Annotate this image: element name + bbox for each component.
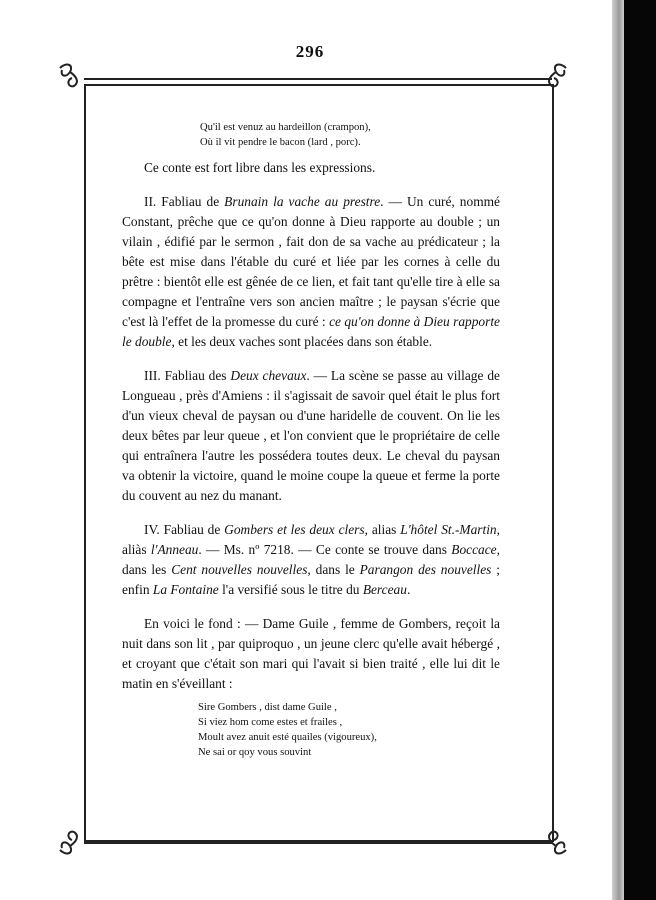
title-italic: Boccace <box>451 542 497 557</box>
page-edge-shadow <box>624 0 656 900</box>
text-run: . — Ms. nº 7218. — Ce conte se trouve dans <box>198 542 452 557</box>
page-body <box>122 118 500 760</box>
verse-line: Sire Gombers , dist dame Guile , <box>198 702 337 713</box>
paragraph-summary: En voici le fond : — Dame Guile , femme de Gombers, reçoit la nuit dans son lit , par quiproquo , un jeune clerc qu'elle avait hébergé , et croyant que c'était son mari qui l'avait si bien traité , elle lui dit le matin en s'éveillant : <box>122 616 500 691</box>
title-italic: Cent nouvelles nouvelles <box>171 562 308 577</box>
text-run: II. Fabliau de <box>144 194 225 209</box>
text-run: . — La scène se passe au village de Longueau , près d'Amiens : il s'agissait de savoir quel était le plus fort d'un vieux cheval de paysan ou d'une haridelle de couvent. On lie les deux bêtes par leur queue , et l'on convient que le propriétaire de celle qui entraînera l'autre les possédera toutes deux. Le cheval du paysan va obtenir la victoire, quand le moine coupe la queue et ferme la porte du couvent au nez du manant. <box>122 368 500 503</box>
title-italic: Parangon des nouvelles <box>359 562 492 577</box>
text-run: , aliàs <box>122 522 500 557</box>
author-italic: La Fontaine <box>152 582 219 597</box>
page-number: 296 <box>295 42 325 61</box>
text-run: , et les deux vaches sont placées dans son étable. <box>171 334 433 349</box>
text-run: , alias <box>364 522 401 537</box>
verse-block-bottom <box>198 700 500 760</box>
title-italic: Berceau <box>362 582 407 597</box>
corner-ornament-icon <box>544 830 570 861</box>
title-italic: Deux chevaux <box>230 368 307 383</box>
text-run: . — Un curé, nommé Constant, prêche que ce qu'on donne à Dieu rapporte au double ; un vilain , édifié par le sermon , fait don de sa vache au prédicateur ; la bête est mise dans l'étable du curé et liée par les cornes à celle du prêtre : bientôt elle est gênée de ce lien, et fait tant qu'elle tire à elle sa compagne et l'entraîne vers son ancien maître ; le paysan s'écrie que c'est là l'effet de la promesse du curé : <box>122 194 500 329</box>
corner-ornament-icon <box>544 62 570 93</box>
text-run: l'a versifié sous le titre du <box>218 582 363 597</box>
paragraph-fabliau-gombers <box>122 520 500 600</box>
text-run: III. Fabliau des <box>144 368 231 383</box>
paragraph-intro: Ce conte est fort libre dans les expressions. <box>144 160 376 175</box>
title-italic: L'hôtel St.-Martin <box>400 522 497 537</box>
text-run: , dans le <box>307 562 360 577</box>
paragraph-fabliau-chevaux <box>122 366 500 506</box>
text-run: IV. Fabliau de <box>144 522 225 537</box>
text-run: . <box>406 582 411 597</box>
verse-line: Ne sai or qoy vous souvint <box>198 747 312 758</box>
paragraph-fabliau-brunain <box>122 192 500 352</box>
text-run: , dans les <box>122 542 500 577</box>
verse-line: Qu'il est venuz au hardeillon (crampon), <box>200 122 371 133</box>
top-outer-rule <box>84 78 552 80</box>
verse-line: Où il vit pendre le bacon (lard , porc). <box>200 137 361 148</box>
verse-line: Si viez hom come estes et frailes , <box>198 717 343 728</box>
corner-ornament-icon <box>56 62 82 93</box>
title-italic: Brunain la vache au prestre <box>224 194 381 209</box>
verse-block-top <box>200 120 500 150</box>
corner-ornament-icon <box>56 830 82 861</box>
quote-italic: ce qu'on donne à Dieu rapporte le double <box>122 314 500 349</box>
page-gutter <box>612 0 624 900</box>
title-italic: Gombers et les deux clers <box>224 522 365 537</box>
title-italic: l'Anneau <box>150 542 199 557</box>
bottom-outer-rule <box>84 842 552 844</box>
text-run: ; enfin <box>122 562 500 597</box>
verse-line: Moult avez anuit esté quailes (vigoureux), <box>198 732 377 743</box>
